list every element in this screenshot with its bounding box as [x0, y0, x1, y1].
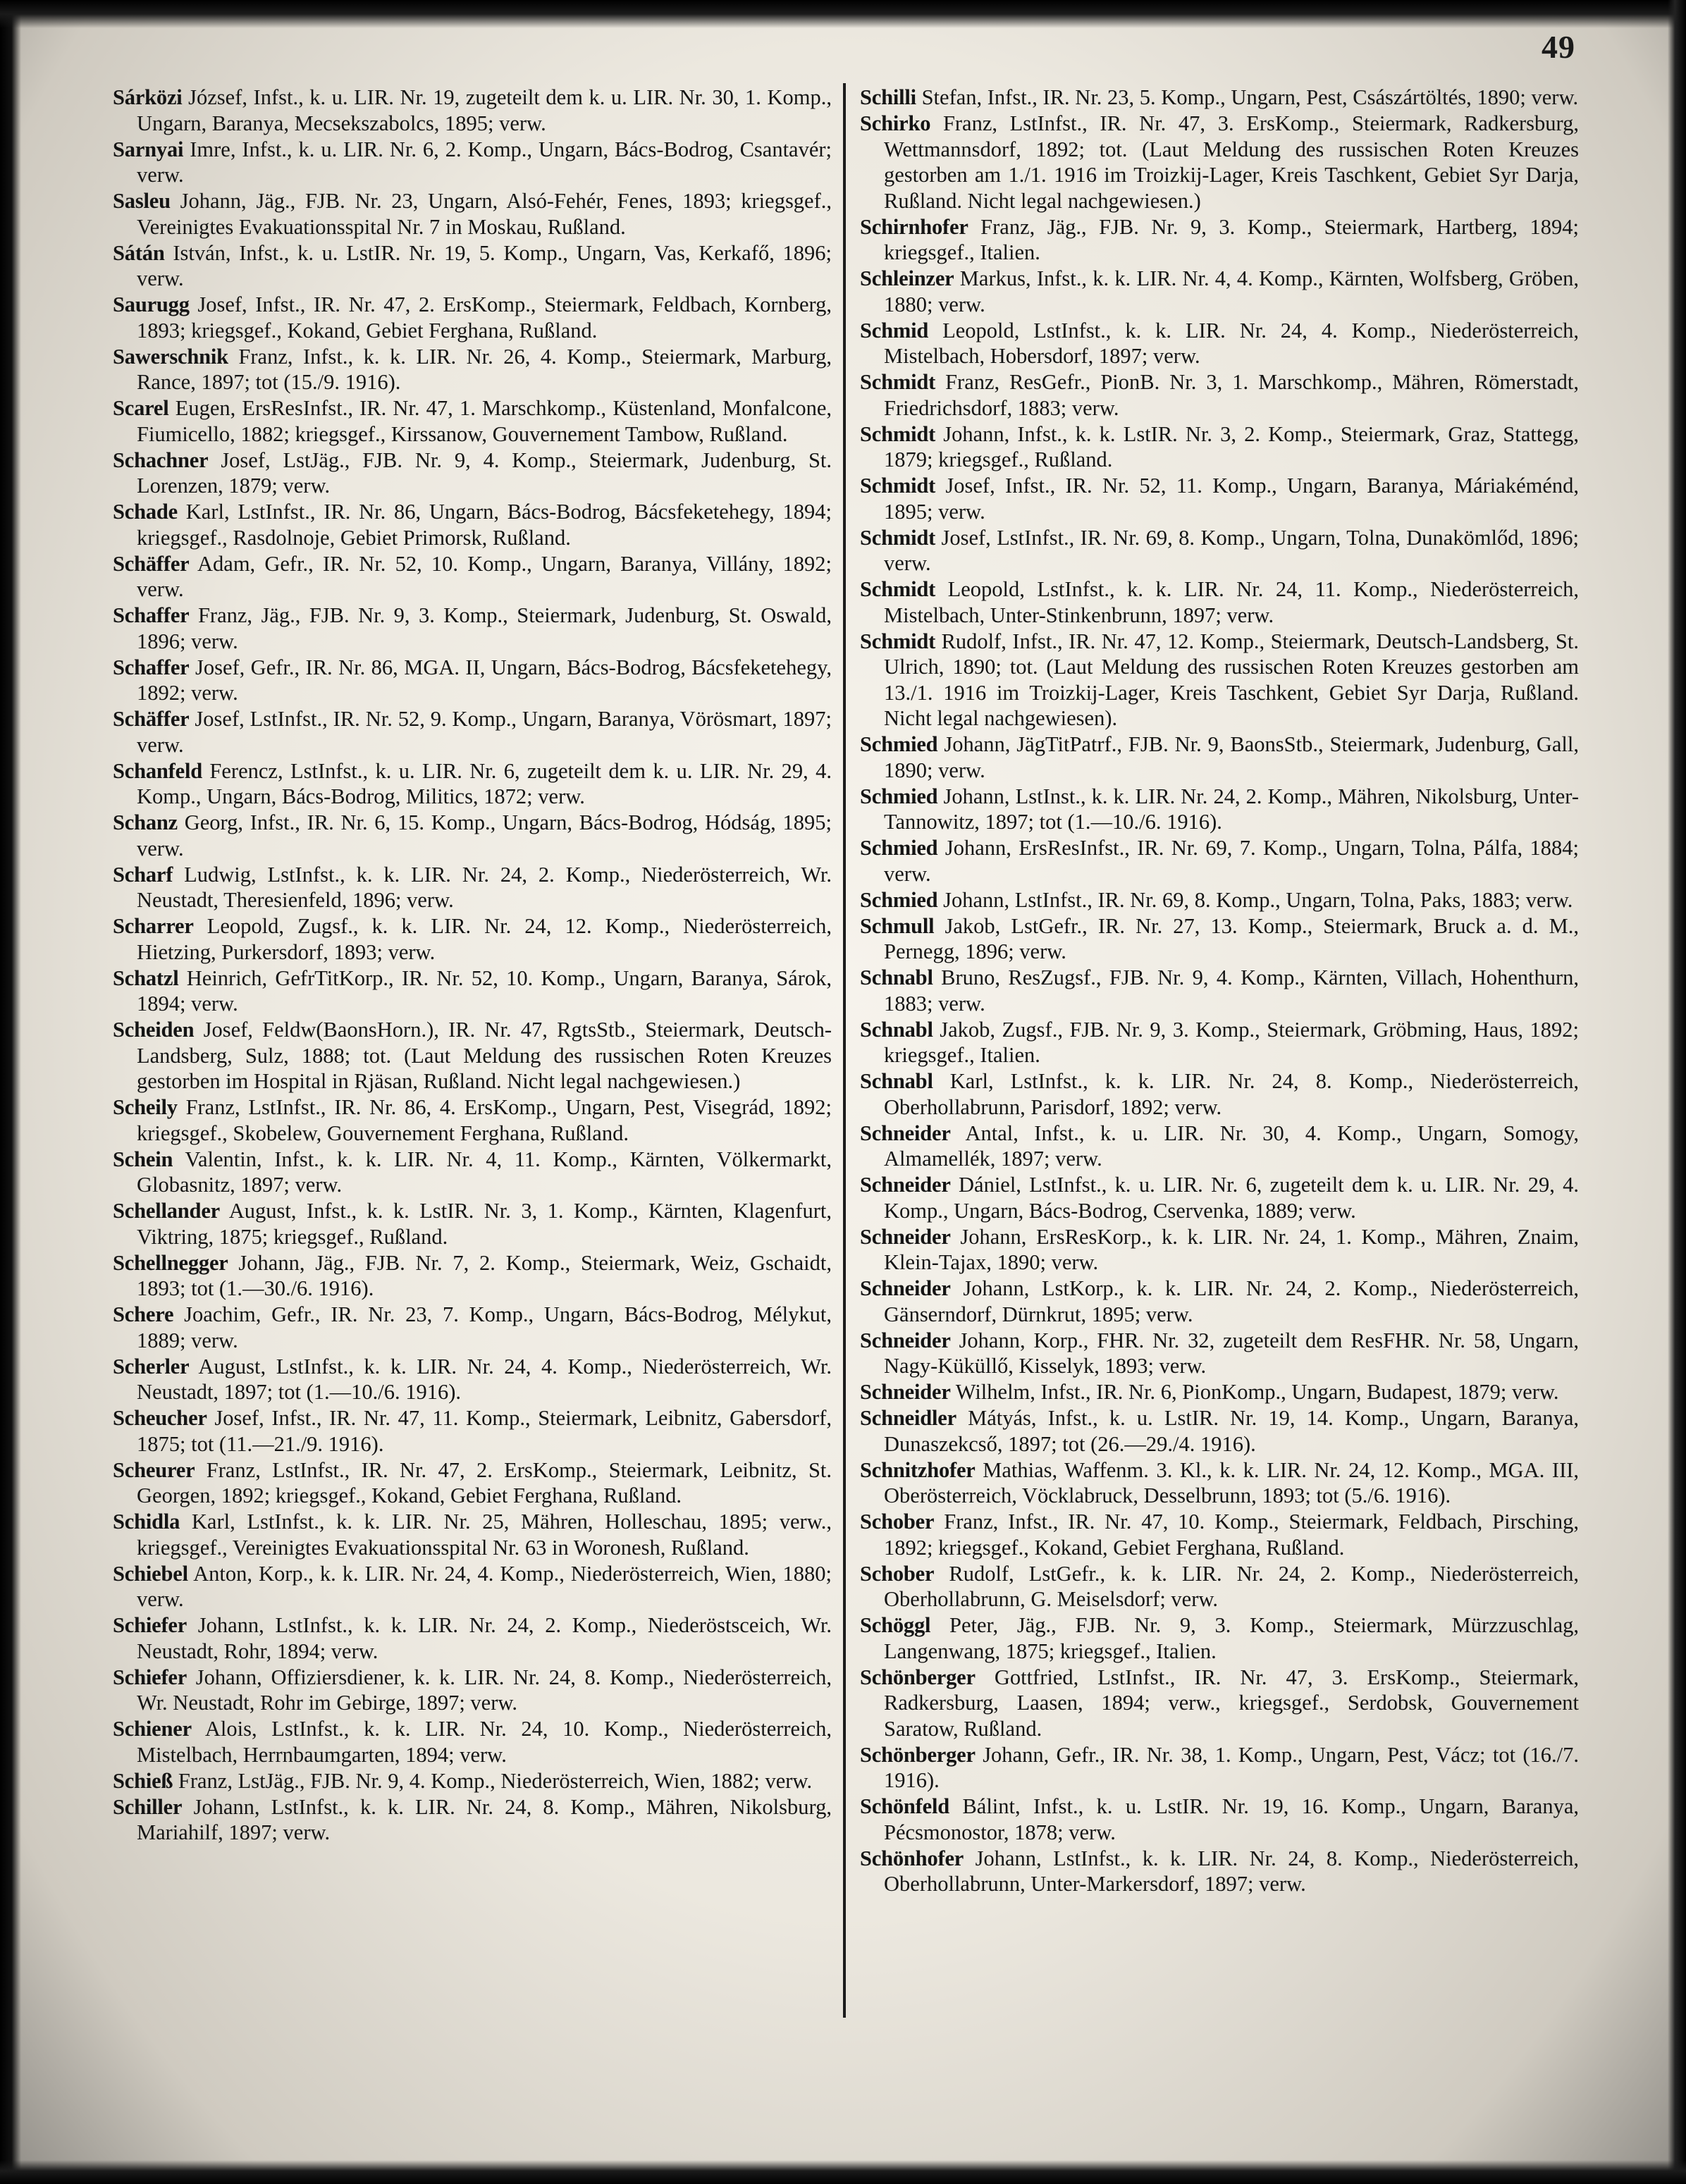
entry-details: Rudolf, LstGefr., k. k. LIR. Nr. 24, 2. Komp., Niederösterreich, Oberhollabrunn, G. Meiselsdorf; verw. — [884, 1561, 1580, 1611]
entry-details: Johann, JägTitPatrf., FJB. Nr. 9, BaonsStb., Steiermark, Judenburg, Gall, 1890; verw. — [884, 732, 1579, 782]
register-entry — [113, 1716, 832, 1767]
entry-surname: Schirko — [860, 111, 931, 135]
entry-details: Wilhelm, Infst., IR. Nr. 6, PionKomp., Ungarn, Budapest, 1879; verw. — [955, 1380, 1559, 1404]
scan-edge-right — [1668, 0, 1686, 2184]
register-entry — [113, 1017, 832, 1094]
register-entry — [860, 1457, 1579, 1509]
entry-surname: Scharrer — [113, 914, 194, 938]
register-entry — [113, 913, 832, 965]
register-entry — [113, 1198, 832, 1250]
register-entry — [860, 1068, 1579, 1120]
entry-details: Johann, LstInst., k. k. LIR. Nr. 24, 2. Komp., Mähren, Nikolsburg, Unter-Tannowitz, 1897; tot (1.—10./6. 1916). — [884, 784, 1580, 834]
register-entry — [860, 835, 1579, 887]
entry-details: József, Infst., k. u. LIR. Nr. 19, zugeteilt dem k. u. LIR. Nr. 30, 1. Komp., Ungarn, Baranya, Mecsekszabolcs, 1895; verw. — [137, 85, 832, 135]
entry-surname: Schneider — [860, 1380, 951, 1404]
entry-surname: Schmied — [860, 887, 938, 912]
entry-surname: Schmidt — [860, 370, 936, 394]
entry-surname: Schönberger — [860, 1742, 976, 1767]
entry-surname: Schiener — [113, 1717, 192, 1741]
register-entry — [860, 1328, 1579, 1379]
register-entry — [113, 810, 832, 861]
register-entry — [113, 1147, 832, 1198]
register-entry — [860, 887, 1579, 913]
entry-surname: Schmidt — [860, 629, 936, 653]
entry-details: Georg, Infst., IR. Nr. 6, 15. Komp., Ungarn, Bács-Bodrog, Hódság, 1895; verw. — [137, 810, 832, 860]
register-entry — [113, 395, 832, 447]
entry-details: Markus, Infst., k. k. LIR. Nr. 4, 4. Komp., Kärnten, Wolfsberg, Gröben, 1880; verw. — [884, 266, 1580, 316]
entry-details: Rudolf, Infst., IR. Nr. 47, 12. Komp., Steiermark, Deutsch-Landsberg, St. Ulrich, 1890; tot. (Laut Meldung des russischen Roten Kreuzes gestorben am 13./1. 1916 im Troizkij-Lager, Kreis Taschkent, Gebiet Syr Darja, Rußland. Nicht legal nachgewiesen). — [884, 629, 1579, 730]
register-entry — [860, 214, 1579, 266]
entry-details: Franz, ResGefr., PionB. Nr. 3, 1. Marschkomp., Mähren, Römerstadt, Friedrichsdorf, 1883; verw. — [884, 370, 1579, 420]
column-divider — [843, 83, 846, 2018]
entry-surname: Schmidt — [860, 474, 936, 498]
register-entry — [113, 655, 832, 706]
register-entry — [113, 499, 832, 550]
entry-surname: Schneidler — [860, 1406, 956, 1430]
register-entry — [113, 240, 832, 292]
entry-surname: Scherler — [113, 1354, 190, 1378]
entry-surname: Scheily — [113, 1095, 178, 1119]
entry-surname: Schneider — [860, 1224, 951, 1249]
entry-details: Johann, ErsResKorp., k. k. LIR. Nr. 24, 1. Komp., Mähren, Znaim, Klein-Tajax, 1890; verw. — [884, 1224, 1580, 1274]
register-entry — [860, 1665, 1579, 1742]
entry-surname: Schleinzer — [860, 266, 954, 290]
entry-details: Bruno, ResZugsf., FJB. Nr. 9, 4. Komp., Kärnten, Villach, Hohenthurn, 1883; verw. — [884, 965, 1579, 1016]
entry-details: Johann, LstInfst., k. k. LIR. Nr. 24, 2. Komp., Niederöstsceich, Wr. Neustadt, Rohr, 1894; verw. — [137, 1613, 832, 1663]
register-entry — [113, 188, 832, 240]
register-entry — [113, 1612, 832, 1664]
register-entry — [860, 525, 1579, 576]
entry-surname: Schönhofer — [860, 1846, 964, 1870]
entry-details: Johann, Jäg., FJB. Nr. 23, Ungarn, Alsó-Fehér, Fenes, 1893; kriegsgef., Vereinigtes Evakuationsspital Nr. 7 in Moskau, Rußland. — [137, 189, 832, 239]
entry-details: Franz, Jäg., FJB. Nr. 9, 3. Komp., Steiermark, Judenburg, St. Oswald, 1896; verw. — [137, 603, 832, 653]
entry-surname: Schmidt — [860, 421, 936, 446]
register-entry — [860, 1017, 1579, 1068]
entry-details: Johann, ErsResInfst., IR. Nr. 69, 7. Komp., Ungarn, Tolna, Pálfa, 1884; verw. — [884, 836, 1580, 886]
register-entry — [860, 1405, 1579, 1457]
entry-surname: Schanz — [113, 810, 178, 834]
register-entry — [860, 1121, 1579, 1172]
entry-surname: Scheiden — [113, 1018, 195, 1042]
entry-surname: Schaffer — [113, 603, 190, 627]
register-entry — [113, 292, 832, 343]
entry-details: Johann, Offiziersdiener, k. k. LIR. Nr. 24, 8. Komp., Niederösterreich, Wr. Neustadt, Rohr im Gebirge, 1897; verw. — [137, 1665, 832, 1715]
register-entry — [860, 1379, 1579, 1405]
entry-details: Josef, Infst., IR. Nr. 47, 2. ErsKomp., Steiermark, Feldbach, Kornberg, 1893; kriegsgef., Kokand, Gebiet Ferghana, Rußland. — [137, 292, 832, 343]
entry-details: Johann, LstInfst., k. k. LIR. Nr. 24, 8. Komp., Mähren, Nikolsburg, Mariahilf, 1897; verw. — [137, 1794, 832, 1844]
register-entry — [860, 1742, 1579, 1794]
entry-surname: Schöggl — [860, 1613, 931, 1637]
register-entry — [113, 1665, 832, 1716]
entry-surname: Schiller — [113, 1794, 183, 1819]
scan-edge-bottom — [0, 2160, 1686, 2184]
entry-surname: Schmidt — [860, 525, 936, 550]
entry-surname: Schmied — [860, 732, 938, 756]
entry-surname: Sawerschnik — [113, 344, 228, 369]
register-entry — [860, 732, 1579, 783]
register-entry — [860, 85, 1579, 111]
entry-details: Franz, LstInfst., IR. Nr. 86, 4. ErsKomp., Ungarn, Pest, Visegrád, 1892; kriegsgef., Skobelew, Gouvernement Ferghana, Rußland. — [137, 1095, 832, 1145]
entry-details: Antal, Infst., k. u. LIR. Nr. 30, 4. Komp., Ungarn, Somogy, Almamellék, 1897; verw. — [884, 1121, 1579, 1171]
entry-details: Karl, LstInfst., k. k. LIR. Nr. 24, 8. Komp., Niederösterreich, Oberhollabrunn, Parisdorf, 1892; verw. — [884, 1069, 1580, 1119]
entry-details: Jakob, LstGefr., IR. Nr. 27, 13. Komp., Steiermark, Bruck a. d. M., Pernegg, 1896; verw. — [884, 913, 1579, 963]
register-entry — [860, 1846, 1579, 1897]
register-entry — [113, 603, 832, 654]
entry-surname: Schiefer — [113, 1665, 187, 1689]
entry-surname: Schanfeld — [113, 758, 203, 783]
register-entry — [113, 551, 832, 603]
entry-details: Franz, LstJäg., FJB. Nr. 9, 4. Komp., Niederösterreich, Wien, 1882; verw. — [178, 1768, 813, 1793]
register-entry — [860, 576, 1579, 628]
register-entry — [860, 1794, 1579, 1845]
register-entry — [113, 1768, 832, 1794]
entry-details: Johann, LstKorp., k. k. LIR. Nr. 24, 2. Komp., Niederösterreich, Gänserndorf, Dürnkrut, 1895; verw. — [884, 1276, 1579, 1326]
entry-surname: Schiebel — [113, 1561, 188, 1586]
register-entry — [113, 1509, 832, 1560]
register-entry — [113, 344, 832, 395]
entry-details: Gottfried, LstInfst., IR. Nr. 47, 3. ErsKomp., Steiermark, Radkersburg, Laasen, 1894; verw., kriegsgef., Serdobsk, Gouvernement Saratow, Rußland. — [884, 1665, 1579, 1741]
entry-surname: Schober — [860, 1561, 935, 1586]
register-entry — [860, 473, 1579, 524]
entry-details: August, Infst., k. k. LstIR. Nr. 3, 1. Komp., Kärnten, Klagenfurt, Viktring, 1875; kriegsgef., Rußland. — [137, 1199, 832, 1249]
entry-details: Franz, LstInfst., IR. Nr. 47, 2. ErsKomp., Steiermark, Leibnitz, St. Georgen, 1892; kriegsgef., Kokand, Gebiet Ferghana, Rußland. — [137, 1457, 832, 1507]
entry-surname: Schäffer — [113, 551, 190, 576]
entry-surname: Schidla — [113, 1510, 180, 1534]
register-entry — [113, 758, 832, 810]
entry-details: Anton, Korp., k. k. LIR. Nr. 24, 4. Komp., Niederösterreich, Wien, 1880; verw. — [137, 1561, 832, 1611]
entry-surname: Schere — [113, 1302, 174, 1326]
register-entry — [860, 266, 1579, 317]
register-entry — [113, 1250, 832, 1302]
register-entry — [113, 1405, 832, 1457]
entry-details: István, Infst., k. u. LstIR. Nr. 19, 5. Komp., Ungarn, Vas, Kerkafő, 1896; verw. — [137, 240, 832, 290]
entry-surname: Schade — [113, 500, 178, 524]
register-entry — [860, 629, 1579, 732]
entry-details: Ludwig, LstInfst., k. k. LIR. Nr. 24, 2. Komp., Niederösterreich, Wr. Neustadt, Theresienfeld, 1896; verw. — [137, 862, 832, 912]
register-entry — [860, 1224, 1579, 1276]
register-entry — [860, 318, 1579, 369]
entry-surname: Schneider — [860, 1328, 951, 1352]
entry-surname: Scheucher — [113, 1406, 207, 1430]
entry-details: Mathias, Waffenm. 3. Kl., k. k. LIR. Nr. 24, 12. Komp., MGA. III, Oberösterreich, Vöcklabruck, Desselbrunn, 1893; tot (5./6. 1916). — [884, 1457, 1580, 1507]
entry-details: Jakob, Zugsf., FJB. Nr. 9, 3. Komp., Steiermark, Gröbming, Haus, 1892; kriegsgef., Italien. — [884, 1017, 1580, 1067]
entry-details: Johann, Gefr., IR. Nr. 38, 1. Komp., Ungarn, Pest, Vácz; tot (16./7. 1916). — [884, 1742, 1580, 1792]
entry-details: Franz, Infst., k. k. LIR. Nr. 26, 4. Komp., Steiermark, Marburg, Rance, 1897; tot (15./9. 1916). — [137, 344, 832, 394]
entry-surname: Schnitzhofer — [860, 1457, 976, 1482]
entry-details: Valentin, Infst., k. k. LIR. Nr. 4, 11. Komp., Kärnten, Völkermarkt, Globasnitz, 1897; verw. — [137, 1147, 832, 1197]
entry-details: Johann, Jäg., FJB. Nr. 7, 2. Komp., Steiermark, Weiz, Gschaidt, 1893; tot (1.—30./6. 1916). — [137, 1250, 832, 1300]
entry-details: Josef, Infst., IR. Nr. 52, 11. Komp., Ungarn, Baranya, Máriakéménd, 1895; verw. — [884, 474, 1579, 524]
entry-surname: Schönfeld — [860, 1794, 950, 1818]
entry-surname: Schneider — [860, 1121, 951, 1145]
register-entry — [113, 1354, 832, 1405]
entry-details: Ferencz, LstInfst., k. u. LIR. Nr. 6, zugeteilt dem k. u. LIR. Nr. 29, 4. Komp., Ungarn, Bács-Bodrog, Militics, 1872; verw. — [137, 758, 832, 808]
entry-surname: Schnabl — [860, 1017, 933, 1042]
entry-surname: Scharf — [113, 862, 173, 887]
entry-surname: Schilli — [860, 85, 916, 109]
entry-details: Stefan, Infst., IR. Nr. 23, 5. Komp., Ungarn, Pest, Császártöltés, 1890; verw. — [921, 85, 1579, 109]
register-entry — [860, 784, 1579, 835]
entry-surname: Schatzl — [113, 965, 179, 990]
entry-details: Leopold, LstInfst., k. k. LIR. Nr. 24, 4. Komp., Niederösterreich, Mistelbach, Hobersdorf, 1897; verw. — [884, 318, 1579, 368]
entry-details: Leopold, Zugsf., k. k. LIR. Nr. 24, 12. Komp., Niederösterreich, Hietzing, Purkersdorf, 1893; verw. — [137, 914, 832, 964]
entry-details: Johann, LstInfst., k. k. LIR. Nr. 24, 8. Komp., Niederösterreich, Oberhollabrunn, Unter-Markersdorf, 1897; verw. — [884, 1846, 1579, 1896]
register-entry — [860, 913, 1579, 965]
left-column — [113, 85, 832, 1846]
entry-details: Josef, LstInfst., IR. Nr. 69, 8. Komp., Ungarn, Tolna, Dunakömlőd, 1896; verw. — [884, 525, 1580, 575]
entry-surname: Schirnhofer — [860, 214, 968, 239]
entry-surname: Schieß — [113, 1768, 173, 1793]
register-entry — [860, 421, 1579, 473]
register-entry — [860, 965, 1579, 1016]
entry-surname: Sasleu — [113, 189, 171, 213]
entry-surname: Schachner — [113, 448, 209, 472]
entry-details: Franz, Infst., IR. Nr. 47, 10. Komp., Steiermark, Feldbach, Pirsching, 1892; kriegsgef., Kokand, Gebiet Ferghana, Rußland. — [884, 1510, 1580, 1560]
entry-details: Mátyás, Infst., k. u. LstIR. Nr. 19, 14. Komp., Ungarn, Baranya, Dunaszekcső, 1897; tot (26.—29./4. 1916). — [884, 1406, 1579, 1456]
entry-details: Alois, LstInfst., k. k. LIR. Nr. 24, 10. Komp., Niederösterreich, Mistelbach, Herrnbaumgarten, 1894; verw. — [137, 1717, 832, 1767]
entry-details: Joachim, Gefr., IR. Nr. 23, 7. Komp., Ungarn, Bács-Bodrog, Mélykut, 1889; verw. — [137, 1302, 832, 1352]
entry-surname: Schaffer — [113, 655, 190, 679]
entry-surname: Schönberger — [860, 1665, 976, 1689]
scan-edge-top — [0, 0, 1686, 28]
entry-details: Imre, Infst., k. u. LIR. Nr. 6, 2. Komp., Ungarn, Bács-Bodrog, Csantavér; verw. — [137, 137, 832, 187]
register-entry — [113, 1457, 832, 1509]
entry-details: Josef, LstInfst., IR. Nr. 52, 9. Komp., Ungarn, Baranya, Vörösmart, 1897; verw. — [137, 707, 832, 757]
register-entry — [860, 1561, 1579, 1612]
entry-surname: Schäffer — [113, 707, 190, 731]
register-entry — [113, 1302, 832, 1353]
entry-details: Josef, Feldw(BaonsHorn.), IR. Nr. 47, RgtsStb., Steiermark, Deutsch-Landsberg, Sulz, 1888; tot. (Laut Meldung des russischen Roten Kreuzes gestorben im Hospital in Rjäsan, Rußland. Nicht legal nachgewiesen.) — [137, 1018, 832, 1093]
register-entry — [860, 111, 1579, 214]
register-entry — [113, 706, 832, 758]
entry-details: Karl, LstInfst., k. k. LIR. Nr. 25, Mähren, Holleschau, 1895; verw., kriegsgef., Vereinigtes Evakuationsspital Nr. 63 in Woronesh, Rußland. — [137, 1510, 832, 1560]
register-entry — [860, 369, 1579, 421]
entry-details: Karl, LstInfst., IR. Nr. 86, Ungarn, Bács-Bodrog, Bácsfeketehegy, 1894; kriegsgef., Rasdolnoje, Gebiet Primorsk, Rußland. — [137, 500, 832, 550]
entry-surname: Schnabl — [860, 1069, 933, 1093]
entry-surname: Schober — [860, 1510, 935, 1534]
register-entry — [860, 1612, 1579, 1664]
register-entry — [860, 1276, 1579, 1327]
entry-details: Johann, LstInfst., IR. Nr. 69, 8. Komp., Ungarn, Tolna, Paks, 1883; verw. — [943, 887, 1573, 912]
entry-surname: Schellander — [113, 1199, 220, 1223]
entry-details: Heinrich, GefrTitKorp., IR. Nr. 52, 10. Komp., Ungarn, Baranya, Sárok, 1894; verw. — [137, 965, 832, 1016]
entry-surname: Scarel — [113, 396, 169, 420]
entry-details: August, LstInfst., k. k. LIR. Nr. 24, 4. Komp., Niederösterreich, Wr. Neustadt, 1897; tot (1.—10./6. 1916). — [137, 1354, 832, 1404]
entry-details: Adam, Gefr., IR. Nr. 52, 10. Komp., Ungarn, Baranya, Villány, 1892; verw. — [137, 551, 832, 601]
entry-surname: Schmid — [860, 318, 929, 343]
entry-surname: Scheurer — [113, 1457, 195, 1482]
entry-surname: Schellnegger — [113, 1250, 228, 1275]
entry-surname: Schneider — [860, 1276, 951, 1300]
register-entry — [113, 965, 832, 1017]
entry-details: Josef, Infst., IR. Nr. 47, 11. Komp., Steiermark, Leibnitz, Gabersdorf, 1875; tot (11.—21./9. 1916). — [137, 1406, 832, 1456]
entry-surname: Schmied — [860, 784, 938, 808]
entry-surname: Schnabl — [860, 965, 933, 989]
register-entry — [113, 862, 832, 913]
entry-surname: Schiefer — [113, 1613, 187, 1637]
page-number: 49 — [1542, 29, 1575, 65]
register-entry — [860, 1172, 1579, 1223]
entry-details: Franz, Jäg., FJB. Nr. 9, 3. Komp., Steiermark, Hartberg, 1894; kriegsgef., Italien. — [884, 214, 1579, 264]
entry-surname: Saurugg — [113, 292, 190, 316]
register-entry — [113, 1794, 832, 1846]
entry-details: Eugen, ErsResInfst., IR. Nr. 47, 1. Marschkomp., Küstenland, Monfalcone, Fiumicello, 1882; kriegsgef., Kirssanow, Gouvernement Tambow, Rußland. — [137, 396, 832, 446]
register-entry — [113, 85, 832, 136]
entry-surname: Sarnyai — [113, 137, 184, 161]
entry-details: Dániel, LstInfst., k. u. LIR. Nr. 6, zugeteilt dem k. u. LIR. Nr. 29, 4. Komp., Ungarn, Bács-Bodrog, Cservenka, 1889; verw. — [884, 1173, 1579, 1223]
scan-edge-left — [0, 0, 21, 2184]
entry-details: Peter, Jäg., FJB. Nr. 9, 3. Komp., Steiermark, Mürzzuschlag, Langenwang, 1875; kriegsgef., Italien. — [884, 1613, 1580, 1663]
entry-surname: Schmidt — [860, 577, 936, 601]
register-entry — [113, 137, 832, 188]
entry-details: Josef, Gefr., IR. Nr. 86, MGA. II, Ungarn, Bács-Bodrog, Bácsfeketehegy, 1892; verw. — [137, 655, 832, 705]
entry-details: Bálint, Infst., k. u. LstIR. Nr. 19, 16. Komp., Ungarn, Baranya, Pécsmonostor, 1878; verw. — [884, 1794, 1580, 1844]
entry-details: Leopold, LstInfst., k. k. LIR. Nr. 24, 11. Komp., Niederösterreich, Mistelbach, Unter-Stinkenbrunn, 1897; verw. — [884, 577, 1580, 627]
entry-surname: Sárközi — [113, 85, 183, 109]
right-column — [860, 85, 1579, 1897]
entry-surname: Sátán — [113, 240, 165, 265]
register-entry — [113, 448, 832, 499]
entry-details: Johann, Korp., FHR. Nr. 32, zugeteilt dem ResFHR. Nr. 58, Ungarn, Nagy-Küküllő, Kisselyk, 1893; verw. — [884, 1328, 1579, 1378]
register-entry — [113, 1094, 832, 1146]
entry-surname: Schmull — [860, 913, 935, 938]
entry-surname: Schmied — [860, 836, 938, 860]
entry-details: Johann, Infst., k. k. LstIR. Nr. 3, 2. Komp., Steiermark, Graz, Stattegg, 1879; kriegsgef., Rußland. — [884, 421, 1579, 471]
register-entry — [113, 1561, 832, 1612]
entry-details: Franz, LstInfst., IR. Nr. 47, 3. ErsKomp., Steiermark, Radkersburg, Wettmannsdorf, 1892; tot. (Laut Meldung des russischen Roten Kreuzes gestorben am 1./1. 1916 im Troizkij-Lager, Kreis Taschkent, Gebiet Syr Darja, Rußland. Nicht legal nachgewiesen.) — [884, 111, 1580, 213]
register-entry — [860, 1509, 1579, 1560]
entry-details: Josef, LstJäg., FJB. Nr. 9, 4. Komp., Steiermark, Judenburg, St. Lorenzen, 1879; verw. — [137, 448, 832, 498]
entry-surname: Schein — [113, 1147, 173, 1171]
entry-surname: Schneider — [860, 1173, 951, 1197]
